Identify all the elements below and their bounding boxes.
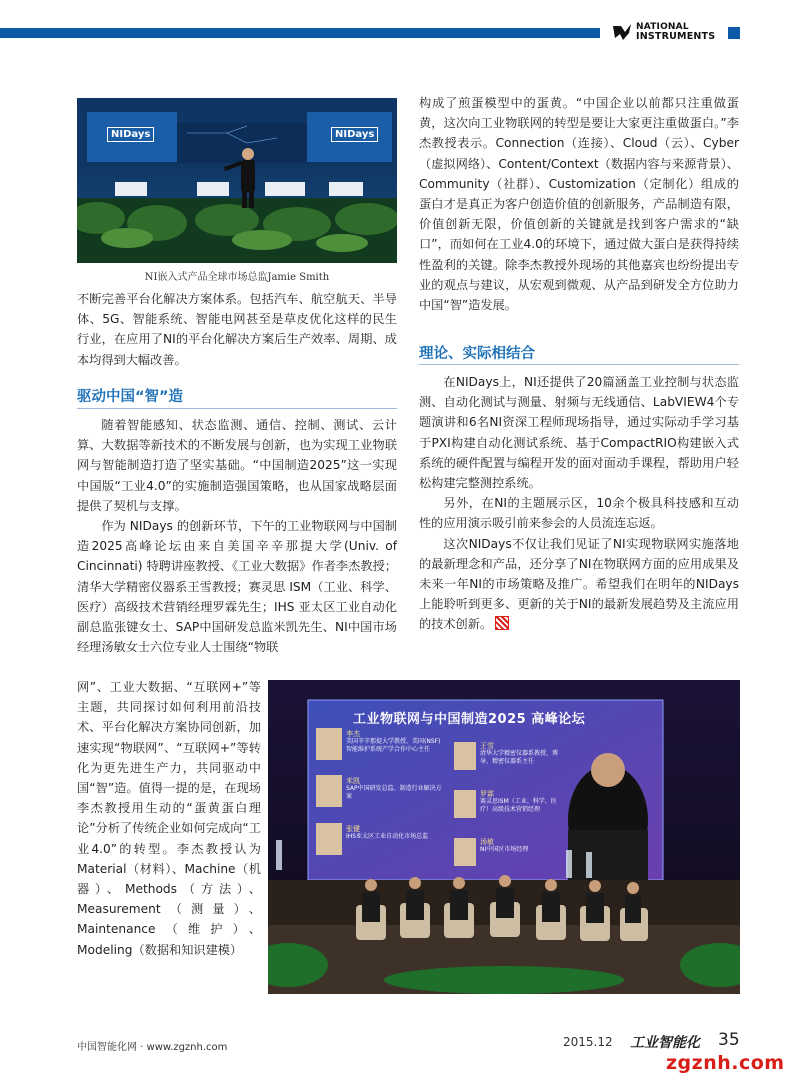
heading-rule-1 (77, 408, 397, 409)
speaker-name: 米凯 (346, 777, 360, 785)
end-mark-icon (495, 616, 509, 630)
speaker-name: 罗霖 (480, 790, 494, 798)
ni-logo (612, 20, 722, 46)
speaker-card-5 (480, 790, 558, 814)
forum-banner-title: 工业物联网与中国制造2025 高峰论坛 (353, 712, 586, 727)
left-narrow-text (77, 677, 261, 960)
speaker-title: NI中国区市场经理 (480, 846, 529, 853)
header-square (728, 27, 740, 39)
speaker-card-4 (480, 742, 558, 766)
section-heading-2: 理论、实际相结合 (419, 346, 535, 362)
left-intro-text (77, 289, 397, 370)
ni-eagle-icon (612, 22, 632, 42)
intro-paragraph: 不断完善平台化解决方案体系。包括汽车、航空航天、半导体、5G、智能系统、智能电网甚至是草皮优化这样的民生行业，在应用了NI的平台化解决方案后生产效率、周期、成本均得到大幅改善。 (77, 292, 397, 367)
watermark: zgznh.com (666, 1052, 785, 1074)
right-top-text (419, 93, 739, 315)
speaker-card-3 (346, 825, 442, 841)
speaker-card-1 (346, 730, 442, 754)
speaker-name: 王雪 (480, 742, 494, 750)
speaker-title: 美国辛辛那提大学教授、美国(NSF)智能维护系统产学合作中心主任 (346, 738, 441, 753)
footer-date: 2015.12 (563, 1035, 613, 1049)
speaker-title: IHS亚太区工业自动化市场总监 (346, 833, 429, 840)
forum-photo-art (268, 680, 740, 994)
body-paragraph-3: 在NIDays上，NI还提供了20篇涵盖工业控制与状态监测、自动化测试与测量、射频与无线通信、LabVIEW4个专题演讲和6名NI资深工程师现场指导，通过实际动手学习基于PXI构建自动化测试系统、基于CompactRIO构建嵌入式系统的硬件配置与编程开发的面对面动手课程，帮助用户轻松构建完整测控系统。 (419, 375, 739, 491)
heading-rule-2 (419, 364, 739, 365)
speaker-name: 汤敏 (480, 838, 494, 846)
speaker-name: 张键 (346, 825, 360, 833)
speaker-title: SAP中国研发总监、制造行业解决方案 (346, 785, 442, 800)
screen-logo-right: NIDays (331, 127, 378, 142)
keynote-photo (77, 98, 397, 263)
speaker-title: 清华大学精密仪器系教授、博导、精密仪器系主任 (480, 750, 559, 765)
right-paragraph-top: 构成了煎蛋模型中的蛋黄。“中国企业以前都只注重做蛋黄，这次向工业物联网的转型是要让大家更注重做蛋白。”李杰教授表示。Connection（连接）、Cloud（云）、Cyber（虚拟网络）、Content/Context（数据内容与来源背景）、Community（社群）、Customization（定制化）组成的蛋白才是真正为客户创造价值的创新服务，产品制造有限，价值创新无限，价值创新的关键就是找到客户需求的“缺口”，而如何在工业4.0的环境下，通过做大蛋白是获得持续性盈利的关键。除李杰教授外现场的其他嘉宾也纷纷提出专业的观点与建议，从宏观到微观、从产品到研发全方位助力中国“智”造发展。 (419, 96, 739, 313)
section-heading-1: 驱动中国“智”造 (77, 389, 184, 405)
speaker-name: 李杰 (346, 730, 360, 738)
speaker-card-6 (480, 838, 558, 854)
body-paragraph-4: 另外，在NI的主题展示区，10余个极具科技感和互动性的应用演示吸引前来参会的人员流连忘返。 (419, 496, 739, 531)
footer-site: 中国智能化网 · www.zgznh.com (77, 1042, 228, 1053)
logo-line2: INSTRUMENTS (636, 31, 716, 42)
right-body-text (419, 372, 739, 635)
screen-logo-left: NIDays (107, 127, 154, 142)
body-paragraph-1: 随着智能感知、状态监测、通信、控制、测试、云计算、大数据等新技术的不断发展与创新，也为实现工业物联网与智能制造打造了坚实基础。“中国制造2025”这一实现中国版“工业4.0”的实施制造强国策略，也从国家战略层面提供了契机与支撑。 (77, 418, 397, 513)
header-bar (0, 28, 600, 38)
speaker-card-2 (346, 777, 442, 801)
logo-line1: NATIONAL (636, 22, 689, 32)
speaker-title: 赛灵思ISM（工业、科学、医疗）高级技术营销经理 (480, 798, 557, 813)
body-paragraph-2-cont: 网”、工业大数据、“互联网+”等主题，共同探讨如何利用前沿技术、平台化解决方案协同创新，加速实现“物联网”、“互联网+”等转化为更先进生产力，共同驱动中国“智”造。值得一提的是，在现场李杰教授用生动的“蛋黄蛋白理论”分析了传统企业如何完成向“工业4.0”的转型。李杰教授认为Material（材料）、Machine（机器）、Methods（方法）、Measurement（测量）、Maintenance（维护）、Modeling（数据和知识建模） (77, 680, 261, 957)
page-number: 35 (718, 1030, 740, 1050)
body-paragraph-5: 这次NIDays不仅让我们见证了NI实现物联网实施落地的最新理念和产品，还分享了NI在物联网方面的应用成果及未来一年NI的市场策略及推广。希望我们在明年的NIDays上能聆听到更多、更新的关于NI的最新发展趋势及主流应用的技术创新。 (419, 536, 739, 632)
body-paragraph-2: 作为 NIDays 的创新环节，下午的工业物联网与中国制造2025高峰论坛由来自美国辛辛那提大学(Univ. of Cincinnati) 特聘讲座教授、《工业大数据》作者李杰教授；清华大学精密仪器系王雪教授；赛灵思 ISM（工业、科学、医疗）高级技术营销经理罗霖先生；IHS 亚太区工业自动化副总监张键女士、SAP中国研发总监米凯先生、NI中国市场经理汤敏女士六位专业人士围绕“物联 (77, 519, 397, 655)
forum-photo (268, 680, 740, 994)
keynote-photo-art (77, 98, 397, 263)
left-body-text (77, 415, 397, 657)
photo-caption: NI嵌入式产品全球市场总监Jamie Smith (144, 272, 330, 283)
footer-magazine: 工业智能化 (630, 1035, 700, 1051)
